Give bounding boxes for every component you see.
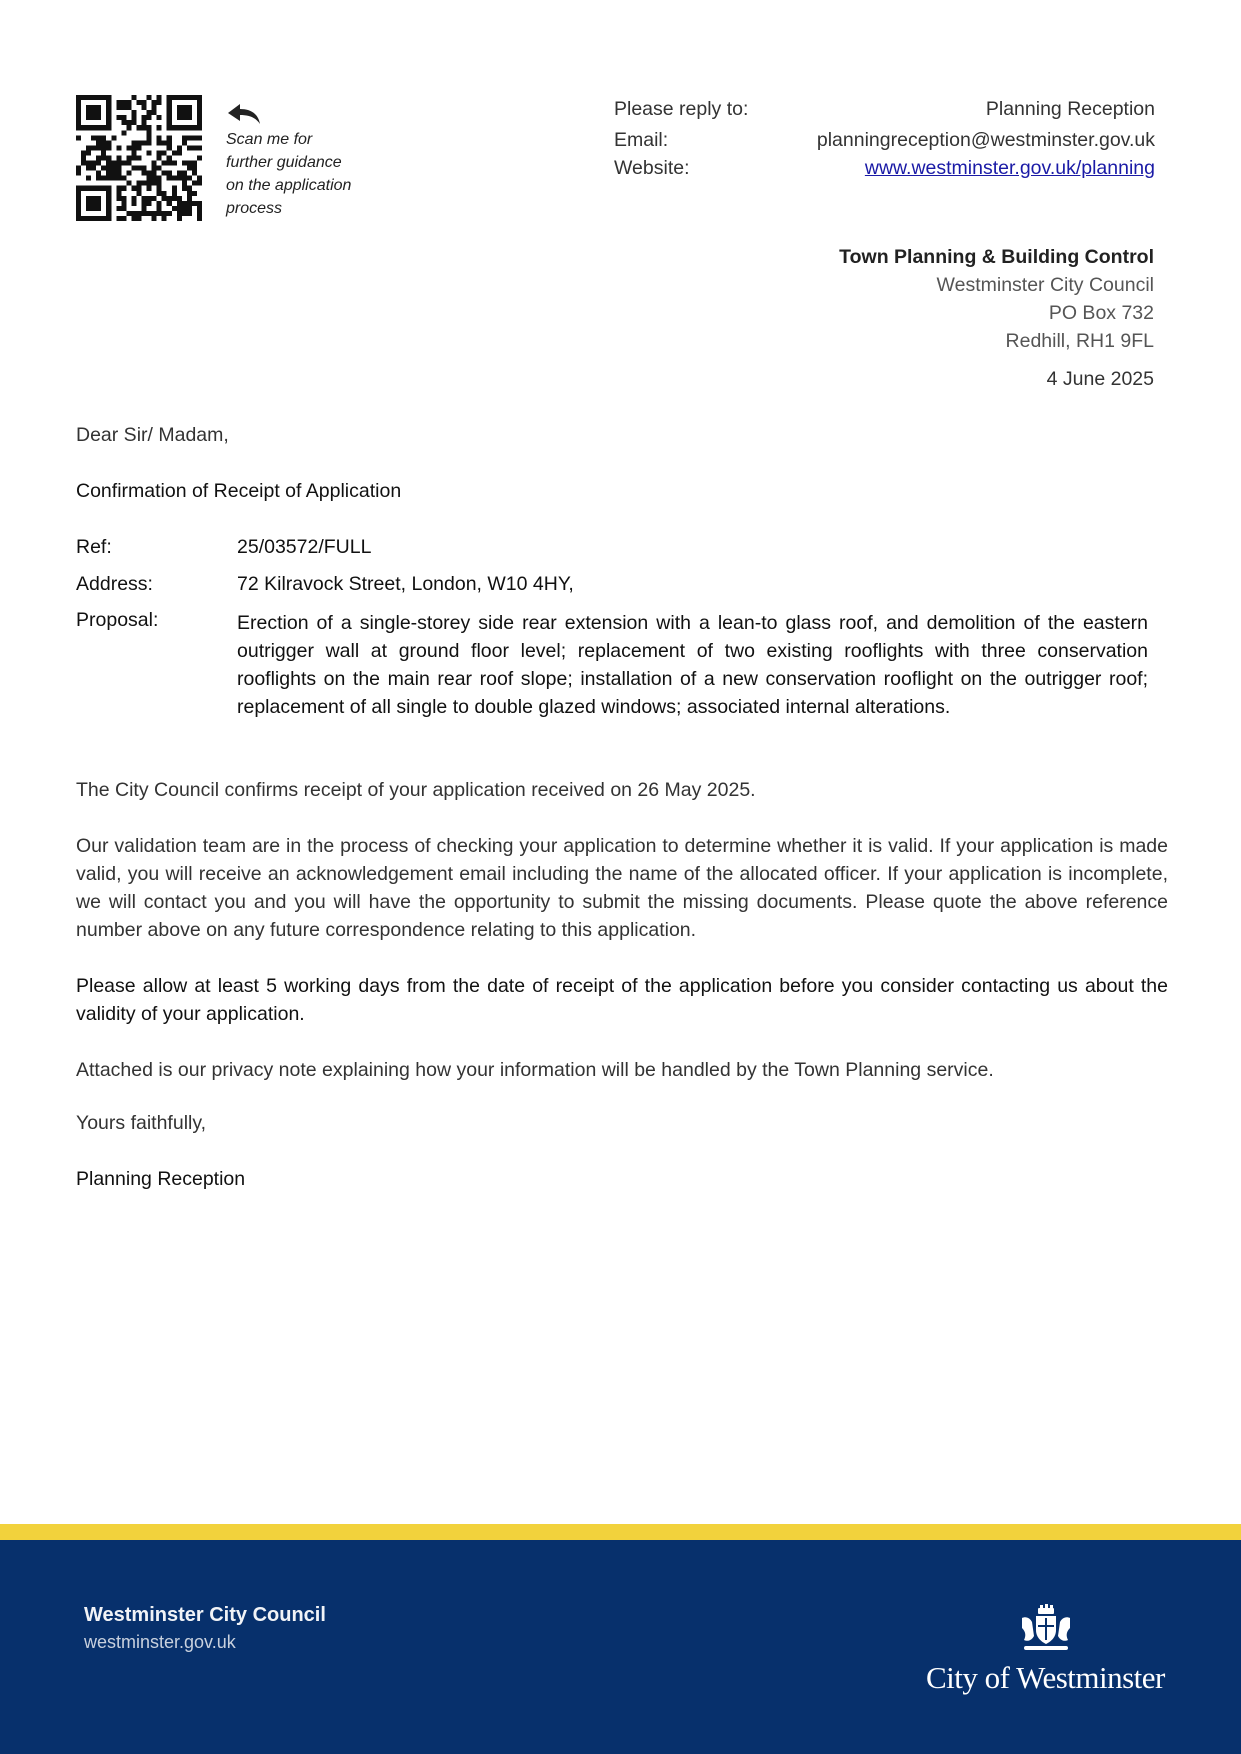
po-box: PO Box 732 <box>1048 302 1154 324</box>
qr-caption-line: process <box>226 200 283 217</box>
salutation: Dear Sir/ Madam, <box>76 424 229 446</box>
proposal-label: Proposal: <box>76 609 159 631</box>
qr-caption-line: Scan me for <box>226 131 313 148</box>
address-value: 72 Kilravock Street, London, W10 4HY, <box>237 573 574 595</box>
organisation-name: Westminster City Council <box>936 274 1154 296</box>
footer-stripe <box>0 1524 1241 1540</box>
signature: Planning Reception <box>76 1168 246 1190</box>
ref-value: 25/03572/FULL <box>237 536 372 558</box>
sender-address <box>839 243 1154 355</box>
ref-label: Ref: <box>76 536 112 558</box>
reply-to-row <box>614 98 1155 126</box>
town-postcode: Redhill, RH1 9FL <box>1005 330 1154 352</box>
qr-caption-line: on the application <box>226 177 352 194</box>
privacy-paragraph: Attached is our privacy note explaining how your information will be handled by the Town Planning service. <box>76 1059 994 1081</box>
footer-council-name: Westminster City Council <box>84 1604 326 1626</box>
qr-caption <box>226 128 376 220</box>
qr-code-icon[interactable] <box>76 95 202 221</box>
website-label: Website: <box>614 157 690 179</box>
address-label: Address: <box>76 573 153 595</box>
department-name: Town Planning & Building Control <box>839 246 1154 268</box>
website-row <box>614 157 1155 185</box>
receipt-paragraph: The City Council confirms receipt of your application received on 26 May 2025. <box>76 779 756 801</box>
email-value[interactable]: planningreception@westminster.gov.uk <box>816 129 1155 151</box>
email-row <box>614 129 1155 157</box>
city-of-westminster-logo: City of Westminster <box>926 1660 1165 1695</box>
proposal-value: Erection of a single-storey side rear extension with a lean-to glass roof, and demolition of the eastern outrigger wall at ground floor level; replacement of two existing rooflights with three conservation rooflights on the main rear roof slope; installation of a new conservation rooflight on the outrigger roof; replacement of all single to double glazed windows; associated internal alterations. <box>237 612 1148 718</box>
letter-subject: Confirmation of Receipt of Application <box>76 480 402 502</box>
letter-date: 4 June 2025 <box>1046 368 1154 390</box>
city-crest-icon <box>1016 1604 1076 1652</box>
reply-to-label: Please reply to: <box>614 98 749 120</box>
website-link[interactable]: www.westminster.gov.uk/planning <box>864 157 1155 179</box>
working-days-notice: Please allow at least 5 working days from the date of receipt of the application before you consider contacting us about the validity of your application. <box>76 975 1168 1025</box>
reply-arrow-icon <box>226 102 262 126</box>
qr-caption-line: further guidance <box>226 154 342 171</box>
email-label: Email: <box>614 129 669 151</box>
footer-council-url[interactable]: westminster.gov.uk <box>84 1632 236 1652</box>
closing: Yours faithfully, <box>76 1112 207 1134</box>
validation-paragraph: Our validation team are in the process of checking your application to determine whether it is valid. If your application is made valid, you will receive an acknowledgement email including the name of the allocated officer. If your application is incomplete, we will contact you and you will have the opportunity to submit the missing documents. Please quote the above reference number above on any future correspondence relating to this application. <box>76 835 1168 941</box>
reply-to-value: Planning Reception <box>985 98 1155 120</box>
